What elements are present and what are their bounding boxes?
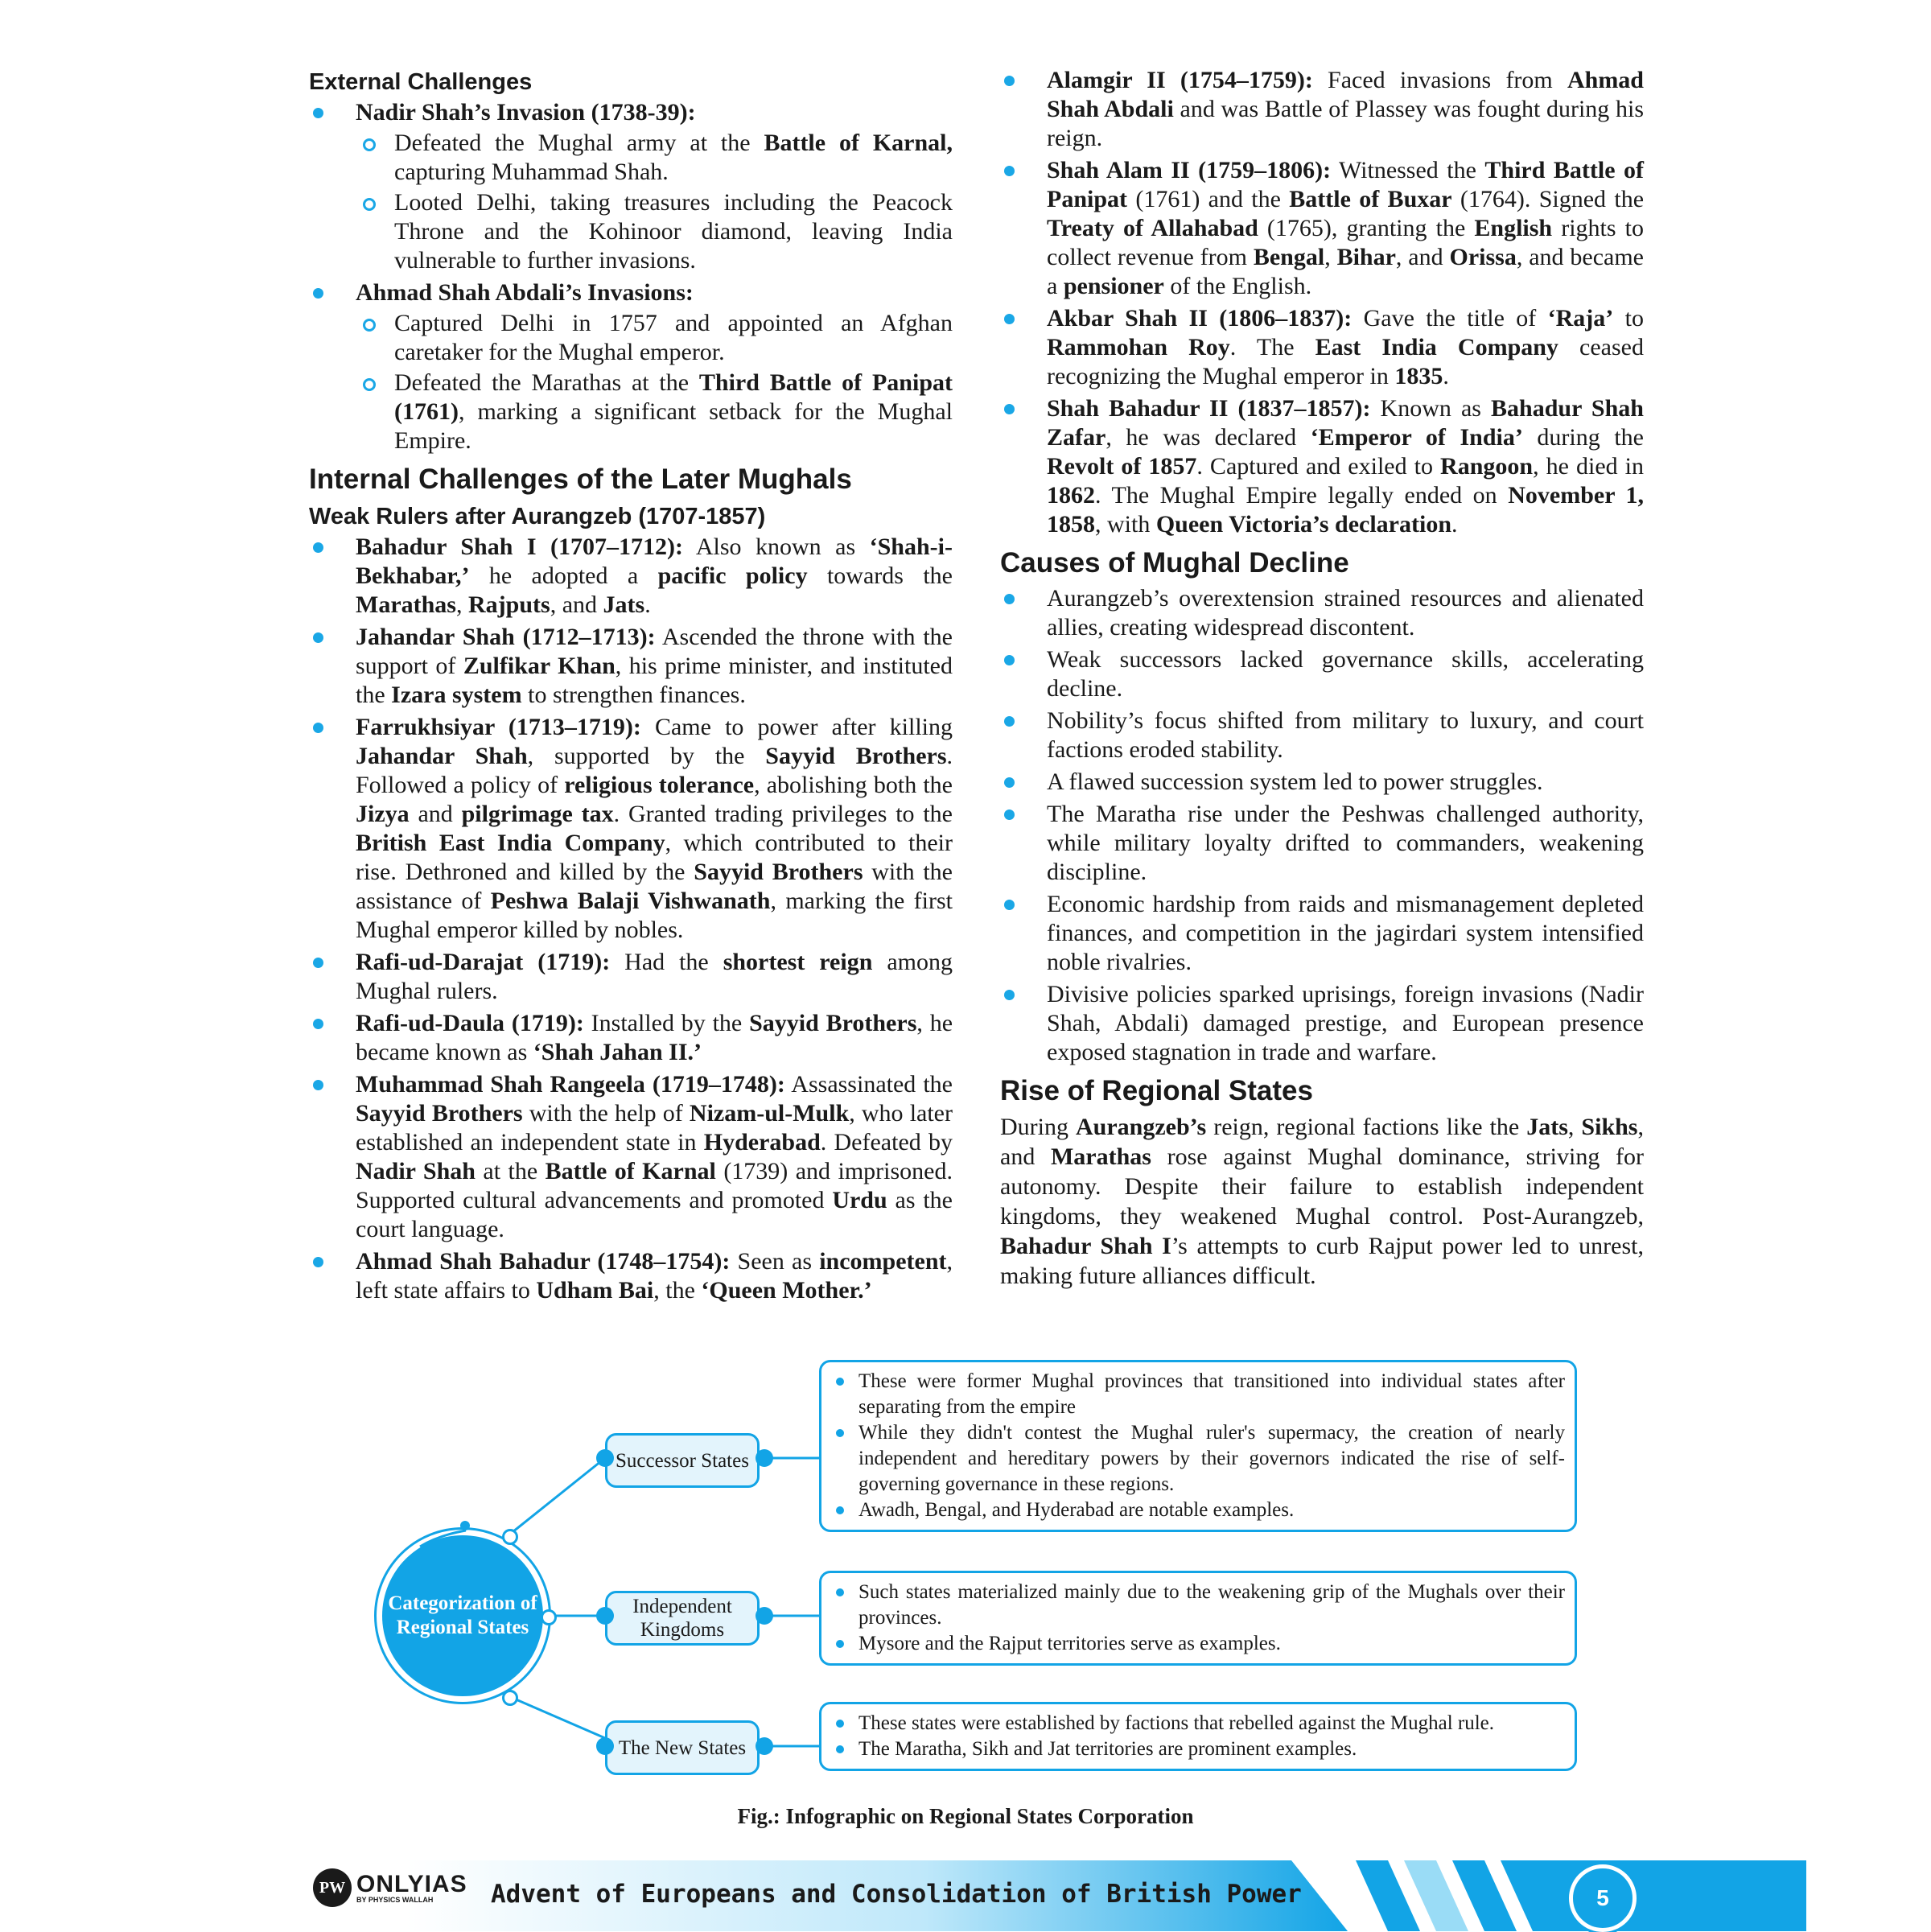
- list-item: Ahmad Shah Bahadur (1748–1754): Seen as incompetent, left state affairs to Udham Bai, the ‘Queen Mother.’: [309, 1247, 953, 1305]
- desc-item: These were former Mughal provinces that transitioned into individual states after separating from the empire: [833, 1369, 1565, 1420]
- page-footer: [310, 1860, 1806, 1931]
- node-dot: [756, 1737, 773, 1755]
- sub-list: [356, 129, 953, 275]
- figure-caption: Fig.: Infographic on Regional States Corporation: [737, 1804, 1194, 1828]
- pw-logo-mark: PW: [313, 1868, 352, 1907]
- pw-logo: [313, 1868, 467, 1907]
- list-item: Rafi-ud-Darajat (1719): Had the shortest reign among Mughal rulers.: [309, 948, 953, 1006]
- list-item: Jahandar Shah (1712–1713): Ascended the throne with the support of Zulfikar Khan, his prime minister, and instituted the Izara system to strengthen finances.: [309, 623, 953, 710]
- list-item: Muhammad Shah Rangeela (1719–1748): Assassinated the Sayyid Brothers with the help of Nizam-ul-Mulk, who later established an independent state in Hyderabad. Defeated by Nadir Shah at the Battle of Karnal (1739) and imprisoned. Supported cultural advancements and promoted Urdu as the court language.: [309, 1070, 953, 1244]
- sub-list-item: Captured Delhi in 1757 and appointed an Afghan caretaker for the Mughal emperor.: [356, 309, 953, 367]
- list-item: Nobility’s focus shifted from military to luxury, and court factions eroded stability.: [1000, 706, 1644, 764]
- weak-rulers-list: [309, 533, 953, 1305]
- list-item: Ahmad Shah Abdali’s Invasions: Captured Delhi in 1757 and appointed an Afghan caretaker for the Mughal emperor. Defeated the Marathas at the Third Battle of Panipat (1761), marking a significant setback for the Mughal Empire.: [309, 278, 953, 455]
- list-item: Shah Bahadur II (1837–1857): Known as Bahadur Shah Zafar, he was declared ‘Emperor of India’ during the Revolt of 1857. Captured and exiled to Rangoon, he died in 1862. The Mughal Empire legally ended on November 1, 1858, with Queen Victoria’s declaration.: [1000, 394, 1644, 539]
- page-number: 5: [1569, 1864, 1637, 1932]
- sub-list-item: Looted Delhi, taking treasures including the Peacock Throne and the Kohinoor diamond, leaving India vulnerable to further invasions.: [356, 188, 953, 275]
- heading-internal-challenges: Internal Challenges of the Later Mughals: [309, 463, 852, 495]
- brand-subtitle: BY PHYSICS WALLAH: [356, 1895, 434, 1904]
- list-item: Divisive policies sparked uprisings, foreign invasions (Nadir Shah, Abdali) damaged prestige, and European presence exposed stagnation in trade and warfare.: [1000, 980, 1644, 1067]
- left-column: [309, 66, 953, 1308]
- desc-item: Mysore and the Rajput territories serve as examples.: [833, 1631, 1565, 1657]
- node-dot: [596, 1607, 614, 1625]
- regional-states-infographic: [354, 1360, 1577, 1778]
- external-list: [309, 98, 953, 455]
- node-dot: [756, 1607, 773, 1625]
- list-item: The Maratha rise under the Peshwas challenged authority, while military loyalty drifted to commanders, weakening discipline.: [1000, 800, 1644, 887]
- rise-paragraph: During Aurangzeb’s reign, regional factions like the Jats, Sikhs, and Marathas rose against Mughal dominance, striving for autonomy. Despite their failure to establish independent kingdoms, they weakened Mughal control. Post-Aurangzeb, Bahadur Shah I’s attempts to curb Rajput power led to unrest, making future alliances difficult.: [1000, 1114, 1644, 1289]
- list-item: Nadir Shah’s Invasion (1738-39): Defeated the Mughal army at the Battle of Karnal, capturing Muhammad Shah. Looted Delhi, taking treasures including the Peacock Throne and the Kohinoor diamond, leaving India vulnerable to further invasions.: [309, 98, 953, 275]
- list-item: Alamgir II (1754–1759): Faced invasions from Ahmad Shah Abdali and was Battle of Plassey was fought during his reign.: [1000, 66, 1644, 153]
- list-item: Economic hardship from raids and mismanagement depleted finances, and competition in the jagirdari system intensified noble rivalries.: [1000, 890, 1644, 977]
- connector-node: [502, 1690, 518, 1706]
- list-item: A flawed succession system led to power struggles.: [1000, 768, 1644, 797]
- heading-rise-regional: Rise of Regional States: [1000, 1075, 1313, 1106]
- list-item: Akbar Shah II (1806–1837): Gave the title of ‘Raja’ to Rammohan Roy. The East India Company ceased recognizing the Mughal emperor in 1835.: [1000, 304, 1644, 391]
- node-independent-kingdoms: Independent Kingdoms: [605, 1591, 760, 1646]
- footer-title: Advent of Europeans and Consolidation of British Power: [491, 1880, 1302, 1909]
- heading-causes-decline: Causes of Mughal Decline: [1000, 547, 1349, 579]
- right-column: [1000, 66, 1644, 1291]
- independent-description-box: [819, 1571, 1577, 1666]
- list-item: Bahadur Shah I (1707–1712): Also known as ‘Shah-i-Bekhabar,’ he adopted a pacific policy towards the Marathas, Rajputs, and Jats.: [309, 533, 953, 620]
- node-dot: [596, 1737, 614, 1755]
- newstates-description-box: [819, 1702, 1577, 1771]
- sub-list: [356, 309, 953, 455]
- list-item: Farrukhsiyar (1713–1719): Came to power after killing Jahandar Shah, supported by the Sayyid Brothers. Followed a policy of religious tolerance, abolishing both the Jizya and pilgrimage tax. Granted trading privileges to the British East India Company, which contributed to their rise. Dethroned and killed by the Sayyid Brothers with the assistance of Peshwa Balaji Vishwanath, marking the first Mughal emperor killed by nobles.: [309, 713, 953, 945]
- brand-name: ONLYIAS: [356, 1870, 467, 1897]
- successor-description-box: [819, 1360, 1577, 1532]
- list-item: Rafi-ud-Daula (1719): Installed by the Sayyid Brothers, he became known as ‘Shah Jahan II.’: [309, 1009, 953, 1067]
- heading-weak-rulers: Weak Rulers after Aurangzeb (1707-1857): [309, 504, 766, 529]
- node-successor-states: Successor States: [605, 1433, 760, 1488]
- list-item: Shah Alam II (1759–1806): Witnessed the Third Battle of Panipat (1761) and the Battle of Buxar (1764). Signed the Treaty of Allahabad (1765), granting the English rights to collect revenue from Bengal, Bihar, and Orissa, and became a pensioner of the English.: [1000, 156, 1644, 301]
- later-rulers-list: [1000, 66, 1644, 539]
- desc-item: Such states materialized mainly due to the weakening grip of the Mughals over their provinces.: [833, 1580, 1565, 1631]
- desc-item: Awadh, Bengal, and Hyderabad are notable examples.: [833, 1497, 1565, 1523]
- causes-list: [1000, 584, 1644, 1067]
- desc-item: These states were established by factions that rebelled against the Mughal rule.: [833, 1711, 1565, 1736]
- node-dot: [756, 1449, 773, 1467]
- connector-node: [502, 1529, 518, 1545]
- sub-list-item: Defeated the Mughal army at the Battle of Karnal, capturing Muhammad Shah.: [356, 129, 953, 187]
- list-item: Aurangzeb’s overextension strained resources and alienated allies, creating widespread discontent.: [1000, 584, 1644, 642]
- node-new-states: The New States: [605, 1720, 760, 1775]
- hub-categorization: Categorization of Regional States: [382, 1535, 543, 1696]
- desc-item: While they didn't contest the Mughal ruler's supermacy, the creation of nearly independent and hereditary powers by their governors indicated the rise of self-governing governance in these regions.: [833, 1420, 1565, 1497]
- node-dot: [596, 1449, 614, 1467]
- desc-item: The Maratha, Sikh and Jat territories are prominent examples.: [833, 1736, 1565, 1762]
- heading-external-challenges: External Challenges: [309, 69, 533, 95]
- connector-node: [460, 1521, 470, 1530]
- connector-node: [541, 1609, 557, 1625]
- list-item: Weak successors lacked governance skills, accelerating decline.: [1000, 645, 1644, 703]
- sub-list-item: Defeated the Marathas at the Third Battle of Panipat (1761), marking a significant setback for the Mughal Empire.: [356, 369, 953, 455]
